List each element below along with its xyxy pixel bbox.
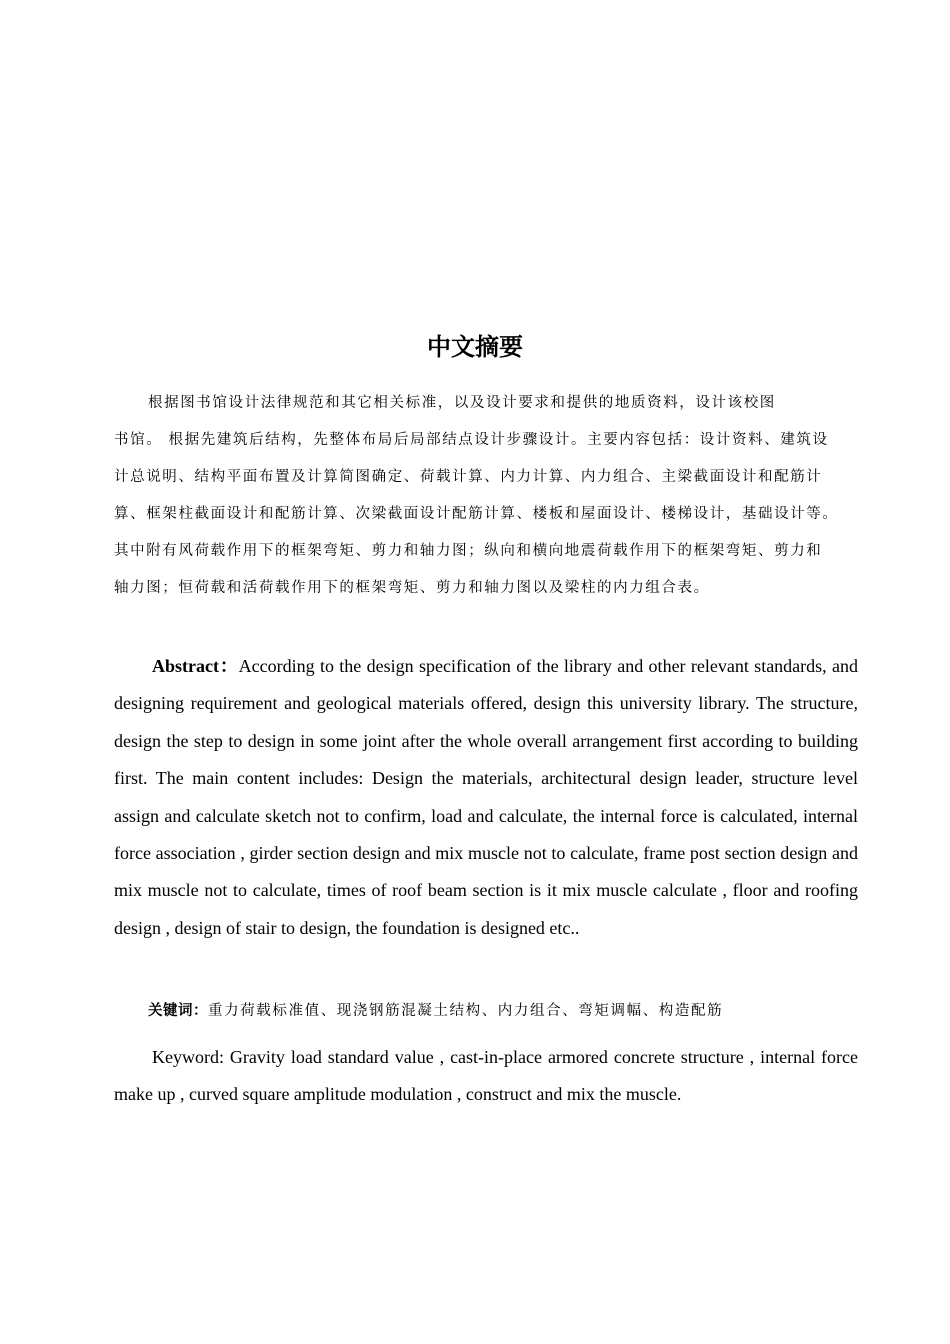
chinese-abstract-line: 根据图书馆设计法律规范和其它相关标准，以及设计要求和提供的地质资料，设计该校图 bbox=[148, 395, 776, 411]
chinese-keywords bbox=[148, 1000, 723, 1022]
abstract-text: According to the design specification of the library and other relevant standards, and designing requirement and geological materials offered, design this university library. The structure, design the step to design in some joint after the whole overall arrangement first according to building first. The main content includes: Design the materials, architectural design leader, structure level assign and calculate sketch not to confirm, load and calculate, the internal force is calculated, internal force association , girder section design and mix muscle not to calculate, frame post section design and mix muscle not to calculate, times of roof beam section is it mix muscle calculate , floor and roofing design , design of stair to design, the foundation is designed etc.. bbox=[114, 656, 858, 938]
chinese-abstract-line: 书馆。 根据先建筑后结构，先整体布局后局部结点设计步骤设计。主要内容包括：设计资料、建筑设 bbox=[114, 432, 829, 448]
keywords-label: 关键词： bbox=[148, 1003, 208, 1019]
page-title: 中文摘要 bbox=[427, 333, 523, 361]
chinese-abstract-line: 算、框架柱截面设计和配筋计算、次梁截面设计配筋计算、楼板和屋面设计、楼梯设计，基础设计等。 bbox=[114, 506, 839, 522]
keywords-text: 重力荷载标准值、现浇钢筋混凝土结构、内力组合、弯矩调幅、构造配筋 bbox=[208, 1003, 724, 1019]
chinese-abstract-line: 其中附有风荷载作用下的框架弯矩、剪力和轴力图；纵向和横向地震荷载作用下的框架弯矩、剪力和 bbox=[114, 543, 823, 559]
english-abstract bbox=[114, 648, 858, 947]
abstract-label: Abstract： bbox=[152, 656, 239, 676]
chinese-abstract-line: 轴力图；恒荷载和活荷载作用下的框架弯矩、剪力和轴力图以及梁柱的内力组合表。 bbox=[114, 580, 710, 596]
chinese-abstract-line: 计总说明、结构平面布置及计算简图确定、荷载计算、内力计算、内力组合、主梁截面设计和配筋计 bbox=[114, 469, 823, 485]
english-keywords: Keyword: Gravity load standard value , cast-in-place armored concrete structure , internal force make up , curved square amplitude modulation , construct and mix the muscle. bbox=[114, 1047, 858, 1105]
